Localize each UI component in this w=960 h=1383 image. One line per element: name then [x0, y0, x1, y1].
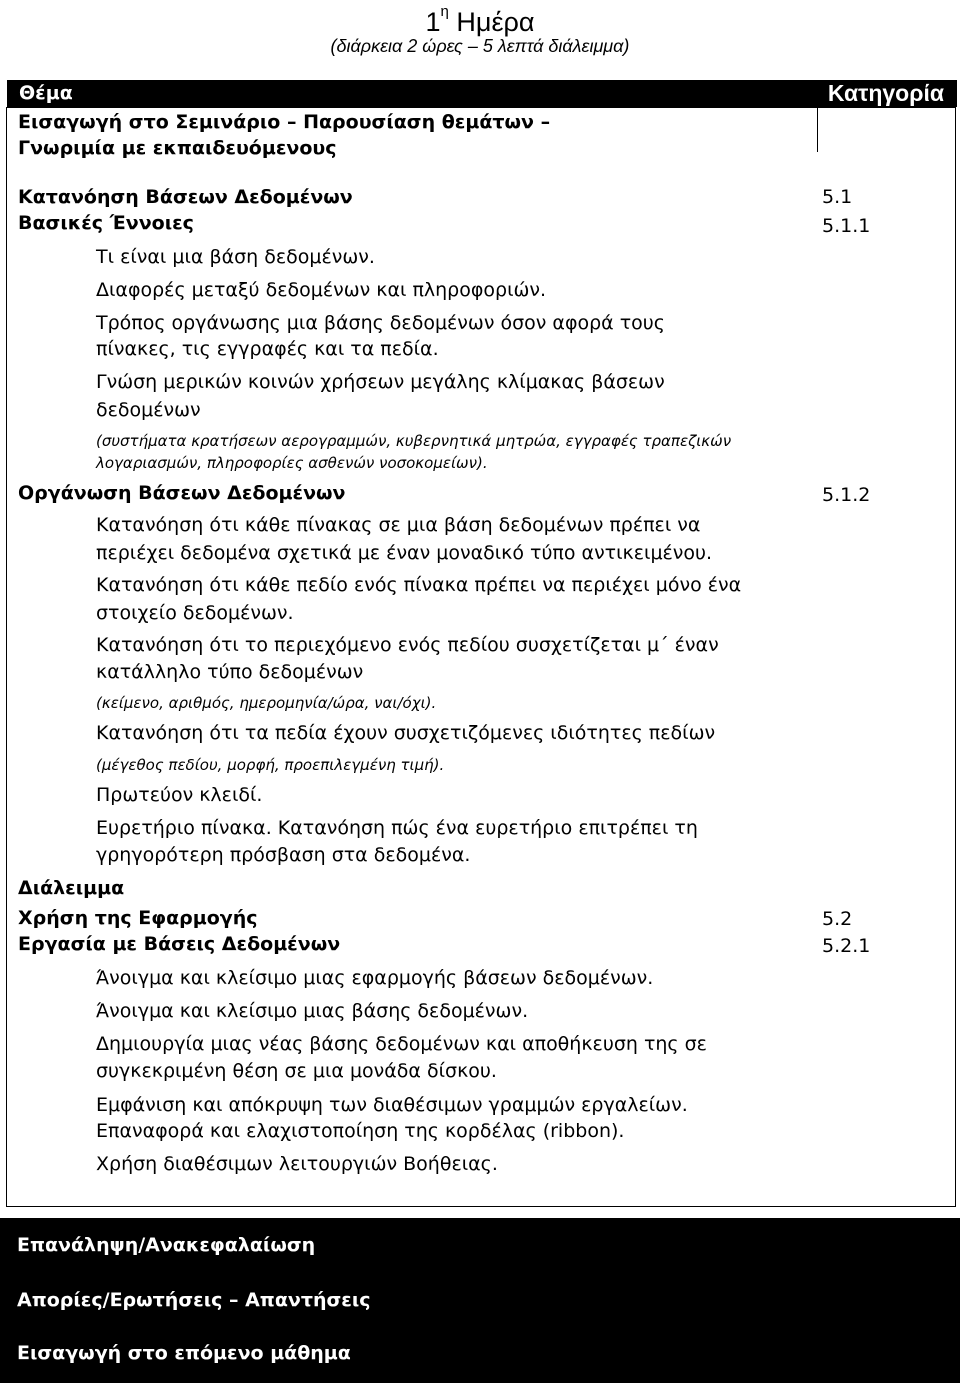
section1-item: Διαφορές μεταξύ δεδομένων και πληροφοριών. [96, 279, 547, 301]
section2-note: (κείμενο, αριθμός, ημερομηνία/ώρα, ναι/όχι). [96, 694, 437, 712]
section1-note: λογαριασμών, πληροφορίες ασθενών νοσοκομείων). [96, 454, 488, 472]
section2-item: Κατανόηση ότι κάθε πεδίο ενός πίνακα πρέπει να περιέχει μόνο ένα [96, 574, 742, 596]
section3-subcategory: 5.2.1 [822, 935, 871, 957]
section2-note: (μέγεθος πεδίου, μορφή, προεπιλεγμένη τιμή). [96, 756, 445, 774]
section3-subtitle: Εργασία με Βάσεις Δεδομένων [18, 933, 341, 955]
section3-item: Άνοιγμα και κλείσιμο μιας βάσης δεδομένων. [96, 1000, 529, 1022]
footer-next-lesson-label: Εισαγωγή στο επόμενο μάθημα [17, 1342, 351, 1364]
section3-category: 5.2 [822, 908, 853, 930]
section2-item: Κατανόηση ότι το περιεχόμενο ενός πεδίου συσχετίζεται μ΄ έναν [96, 634, 719, 656]
intro-line-1: Εισαγωγή στο Σεμινάριο – Παρουσίαση θεμάτων – [18, 111, 551, 133]
section2-item: περιέχει δεδομένα σχετικά με έναν μοναδικό τύπο αντικειμένου. [96, 542, 713, 564]
section1-item: Τι είναι μια βάση δεδομένων. [96, 246, 375, 268]
section1-note: (συστήματα κρατήσεων αερογραμμών, κυβερνητικά μητρώα, εγγραφές τραπεζικών [96, 432, 732, 450]
topic-column-header: Θέμα [19, 82, 73, 104]
page-subtitle: (διάρκεια 2 ώρες – 5 λεπτά διάλειμμα) [330, 36, 630, 56]
section3-item: Χρήση διαθέσιμων λειτουργιών Βοήθειας. [96, 1153, 498, 1175]
section3-item: Εμφάνιση και απόκρυψη των διαθέσιμων γραμμών εργαλείων. [96, 1094, 688, 1116]
break-label: Διάλειμμα [18, 877, 125, 899]
footer-row-next-lesson [0, 1327, 960, 1383]
section1-subcategory: 5.1.1 [822, 215, 871, 237]
footer-row-review [0, 1218, 960, 1273]
title-superscript: η [440, 3, 449, 20]
section1-item: Τρόπος οργάνωσης μια βάσης δεδομένων όσον αφορά τους [96, 312, 665, 334]
section2-item: Κατανόηση ότι τα πεδία έχουν συσχετιζόμενες ιδιότητες πεδίων [96, 722, 716, 744]
footer-review-label: Επανάληψη/Ανακεφαλαίωση [17, 1234, 316, 1256]
section1-item: Γνώση μερικών κοινών χρήσεων μεγάλης κλίμακας βάσεων [96, 371, 665, 393]
footer-questions-label: Απορίες/Ερωτήσεις – Απαντήσεις [17, 1289, 371, 1311]
section2-item: γρηγορότερη πρόσβαση στα δεδομένα. [96, 844, 471, 866]
section1-item: πίνακες, τις εγγραφές και τα πεδία. [96, 338, 439, 360]
section3-item: συγκεκριμένη θέση σε μια μονάδα δίσκου. [96, 1060, 497, 1082]
title-number: 1 [425, 7, 441, 37]
section3-item: Δημιουργία μιας νέας βάσης δεδομένων και αποθήκευση της σε [96, 1033, 707, 1055]
section2-item: Ευρετήριο πίνακα. Κατανόηση πώς ένα ευρετήριο επιτρέπει τη [96, 817, 698, 839]
section1-title: Κατανόηση Βάσεων Δεδομένων [18, 186, 353, 208]
footer-row-questions [0, 1273, 960, 1327]
section2-item: στοιχείο δεδομένων. [96, 602, 294, 624]
column-divider [817, 107, 818, 152]
intro-line-2: Γνωριμία με εκπαιδευόμενους [18, 137, 337, 159]
table-header [7, 80, 957, 107]
section1-subtitle: Βασικές Έννοιες [18, 212, 194, 234]
section2-item: κατάλληλο τύπο δεδομένων [96, 661, 364, 683]
section3-item: Επαναφορά και ελαχιστοποίηση της κορδέλας (ribbon). [96, 1120, 625, 1142]
section3-item: Άνοιγμα και κλείσιμο μιας εφαρμογής βάσεων δεδομένων. [96, 967, 654, 989]
section2-title: Οργάνωση Βάσεων Δεδομένων [18, 482, 346, 504]
category-column-header: Κατηγορία [827, 80, 944, 106]
section1-item: δεδομένων [96, 399, 201, 421]
section3-title: Χρήση της Εφαρμογής [18, 907, 258, 929]
section2-category: 5.1.2 [822, 484, 871, 506]
title-word: Ημέρα [456, 7, 535, 37]
section2-item: Πρωτεύον κλειδί. [96, 784, 263, 806]
section2-item: Κατανόηση ότι κάθε πίνακας σε μια βάση δεδομένων πρέπει να [96, 514, 701, 536]
section1-category: 5.1 [822, 186, 853, 208]
